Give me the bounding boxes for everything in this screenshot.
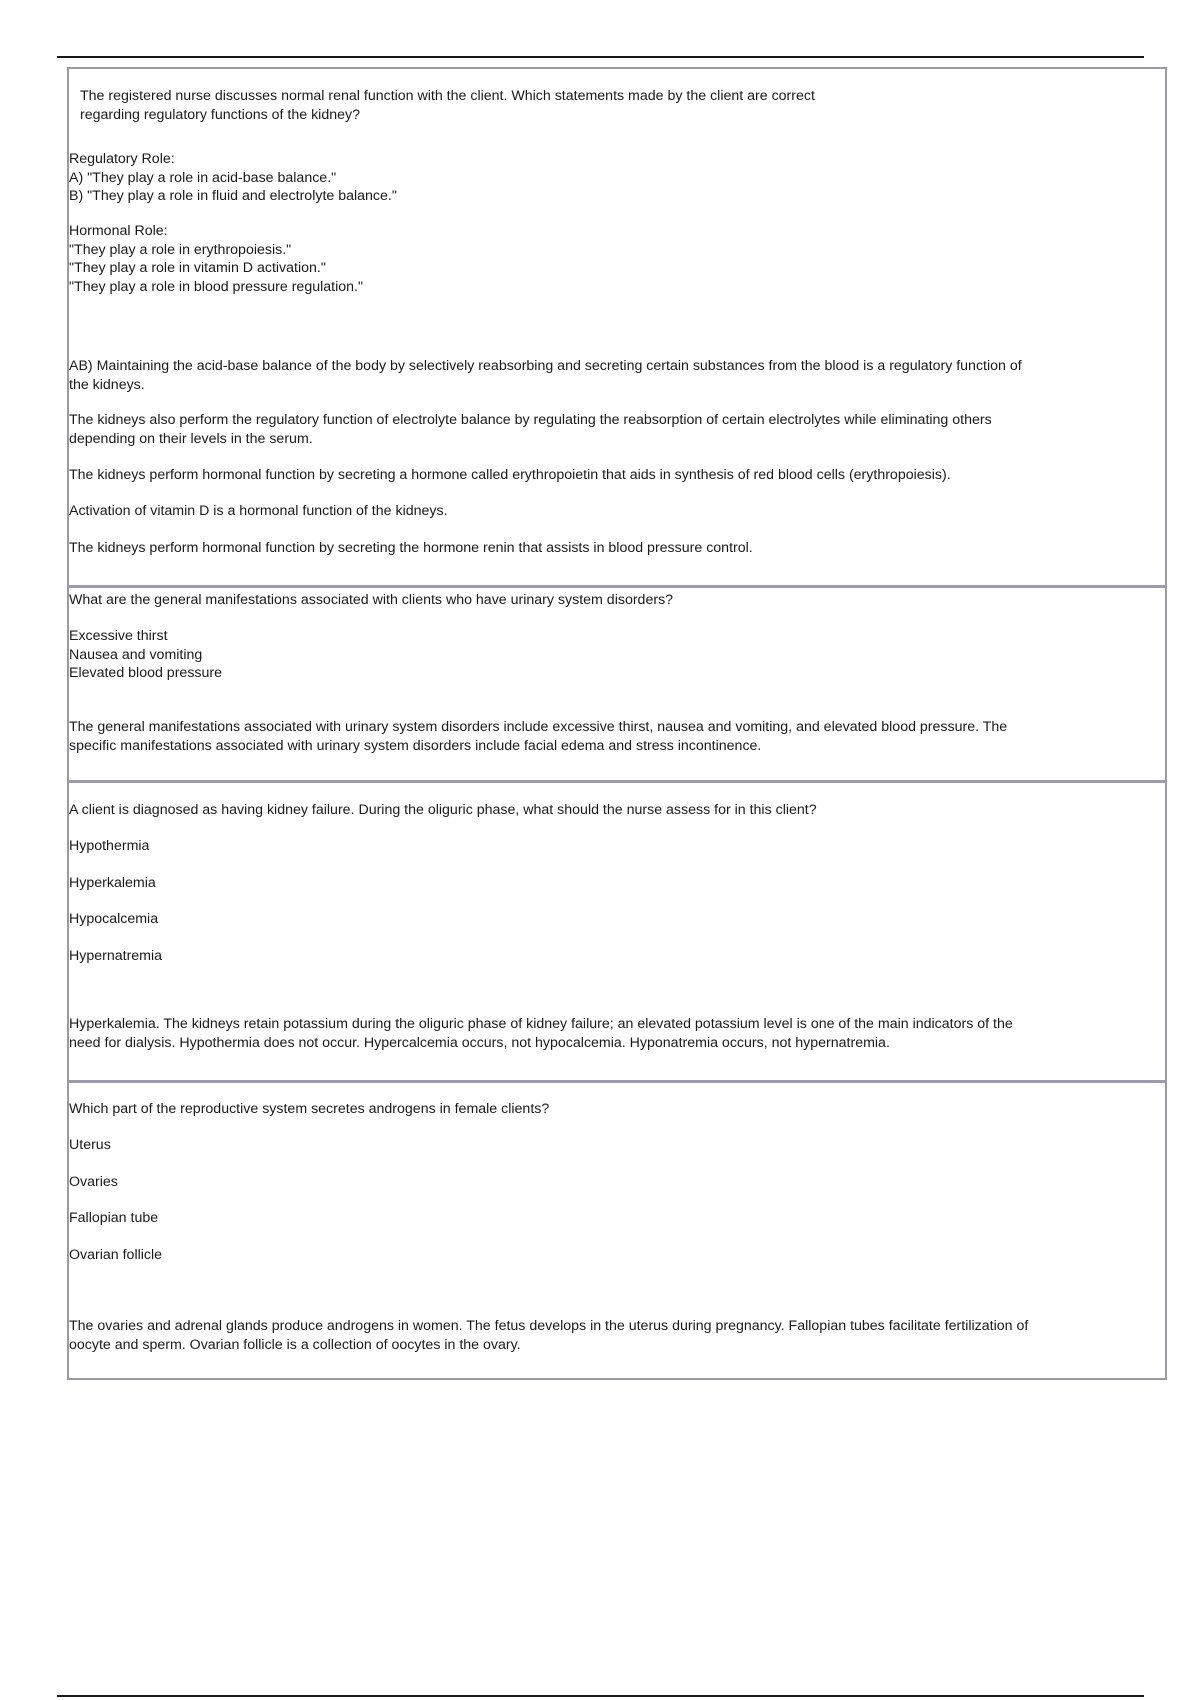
card-3-question	[69, 801, 1165, 820]
card-1-regulatory-group	[69, 150, 1165, 206]
card-2-question	[69, 591, 1165, 610]
card-2-rationale-text: The general manifestations associated with urinary system disorders include excessive thirst, nausea and vomiting, and elevated blood pressure. The specific manifestations associated with urinary system disorders include facial edema and stress incontinence.	[69, 719, 1008, 754]
card-1-hormonal-line-3: "They play a role in blood pressure regulation."	[69, 278, 363, 295]
card-3-rationale-text: Hyperkalemia. The kidneys retain potassium during the oliguric phase of kidney failure; an elevated potassium level is one of the main indicators of the need for dialysis. Hypothermia does not occur. Hypercalcemia occurs, not hypocalcemia. Hyponatremia occurs, not hypernatremia.	[69, 1016, 1013, 1051]
card-1-rationale-4	[69, 502, 1165, 521]
card-1-rationale-3-text: The kidneys perform hormonal function by secreting a hormone called erythropoietin that aids in synthesis of red blood cells (erythropoiesis).	[69, 467, 951, 483]
card-4-option-2-text: Ovaries	[69, 1174, 118, 1190]
card-3-option-2	[69, 874, 1165, 893]
card-1-rationale-4-text: Activation of vitamin D is a hormonal function of the kidneys.	[69, 503, 448, 519]
card-1-hormonal-group	[69, 222, 1165, 296]
card-1-rationale-5	[69, 539, 1165, 558]
card-3-option-4-text: Hypernatremia	[69, 948, 163, 964]
card-4-question-text: Which part of the reproductive system secretes androgens in female clients?	[69, 1101, 550, 1117]
card-1-question-text: The registered nurse discusses normal renal function with the client. Which statements made by the client are correct regarding regulatory functions of the kidney?	[80, 88, 815, 123]
flashcard-4	[69, 1080, 1165, 1378]
page-top-rule	[57, 56, 1144, 58]
card-4-option-2	[69, 1173, 1165, 1192]
card-1-hormonal-heading: Hormonal Role:	[69, 223, 168, 239]
card-1-rationale-2-text: The kidneys also perform the regulatory function of electrolyte balance by regulating the reabsorption of certain electrolytes while eliminating others depending on their levels in the serum.	[69, 412, 992, 447]
card-3-option-2-text: Hyperkalemia	[69, 875, 156, 891]
card-1-rationale-1	[69, 357, 1165, 394]
card-3-option-3-text: Hypocalcemia	[69, 911, 159, 927]
card-2-question-text: What are the general manifestations associated with clients who have urinary system disorders?	[69, 592, 674, 608]
card-4-option-1-text: Uterus	[69, 1137, 111, 1153]
card-3-rationale	[69, 1015, 1165, 1052]
card-3-option-3	[69, 910, 1165, 929]
card-4-question	[69, 1100, 1165, 1119]
card-1-hormonal-line-1: "They play a role in erythropoiesis."	[69, 241, 292, 258]
card-4-option-1	[69, 1136, 1165, 1155]
card-2-option-1: Excessive thirst	[69, 628, 168, 644]
card-4-option-3-text: Fallopian tube	[69, 1210, 159, 1226]
card-4-rationale	[69, 1317, 1165, 1354]
card-3-option-1	[69, 837, 1165, 856]
card-1-regulatory-line-a: A) "They play a role in acid-base balance."	[69, 169, 337, 186]
flashcard-1	[69, 69, 1165, 585]
card-1-rationale-3	[69, 466, 1165, 485]
flashcard-2	[69, 585, 1165, 780]
card-3-option-4	[69, 947, 1165, 966]
flashcard-table	[67, 67, 1167, 1380]
card-1-regulatory-heading: Regulatory Role:	[69, 151, 175, 167]
card-2-options	[69, 627, 1165, 683]
card-1-regulatory-line-b: B) "They play a role in fluid and electrolyte balance."	[69, 188, 397, 205]
card-2-option-3: Elevated blood pressure	[69, 665, 223, 682]
card-4-option-4-text: Ovarian follicle	[69, 1247, 163, 1263]
card-1-rationale-5-text: The kidneys perform hormonal function by secreting the hormone renin that assists in blood pressure control.	[69, 540, 753, 556]
card-4-rationale-text: The ovaries and adrenal glands produce androgens in women. The fetus develops in the uterus during pregnancy. Fallopian tubes facilitate fertilization of oocyte and sperm. Ovarian follicle is a collection of oocytes in the ovary.	[69, 1318, 1029, 1353]
card-1-rationale-1-text: AB) Maintaining the acid-base balance of the body by selectively reabsorbing and secreting certain substances from the blood is a regulatory function of the kidneys.	[69, 358, 1022, 393]
card-3-question-text: A client is diagnosed as having kidney failure. During the oliguric phase, what should the nurse assess for in this client?	[69, 802, 817, 818]
card-1-question	[80, 87, 1155, 124]
card-4-option-3	[69, 1209, 1165, 1228]
card-1-rationale-2	[69, 411, 1165, 448]
card-2-rationale	[69, 718, 1165, 755]
page-bottom-rule	[57, 1695, 1144, 1697]
card-4-option-4	[69, 1246, 1165, 1265]
card-2-option-2: Nausea and vomiting	[69, 646, 203, 663]
card-1-hormonal-line-2: "They play a role in vitamin D activation."	[69, 260, 326, 277]
card-3-option-1-text: Hypothermia	[69, 838, 150, 854]
flashcard-3	[69, 780, 1165, 1080]
